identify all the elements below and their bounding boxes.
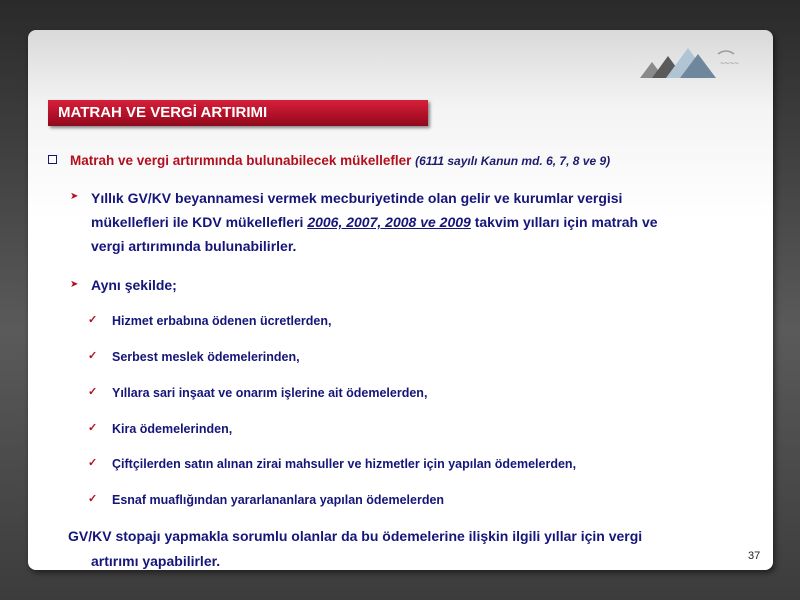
sub-bullet-line1: Yıllık GV/KV beyannamesi vermek mecburiyetinde olan gelir ve kurumlar vergisi <box>91 190 623 206</box>
check-bullet-icon: ✓ <box>88 422 98 434</box>
main-bullet-text: Matrah ve vergi artırımında bulunabilecek mükellefler <box>70 153 412 168</box>
arrow-bullet-icon: ➤ <box>70 279 79 290</box>
check-bullet-icon: ✓ <box>88 386 98 398</box>
check-item: Serbest meslek ödemelerinden, <box>112 350 300 364</box>
footer-line1: GV/KV stopajı yapmakla sorumlu olanlar da bu ödemelerine ilişkin ilgili yıllar için vergi <box>68 528 643 544</box>
sub-bullet-2: Aynı şekilde; <box>91 277 177 293</box>
check-item: Hizmet erbabına ödenen ücretlerden, <box>112 314 332 328</box>
slide-title: MATRAH VE VERGİ ARTIRIMI <box>48 100 428 126</box>
sub-bullet-line2 <box>91 210 658 234</box>
check-bullet-icon: ✓ <box>88 314 98 326</box>
slide <box>28 30 773 570</box>
law-reference: (6111 sayılı Kanun md. 6, 7, 8 ve 9) <box>415 154 611 168</box>
sub-bullet-line2-post: takvim yılları için matrah ve <box>474 214 658 230</box>
main-bullet <box>70 153 610 168</box>
years-text: 2006, 2007, 2008 ve 2009 <box>307 214 471 230</box>
page-number: 37 <box>748 550 761 562</box>
check-bullet-icon: ✓ <box>88 457 98 469</box>
sub-bullet-line2-pre: mükellefleri ile KDV mükellefleri <box>91 214 304 230</box>
check-bullet-icon: ✓ <box>88 350 98 362</box>
check-item: Kira ödemelerinden, <box>112 422 233 436</box>
company-logo <box>640 40 770 85</box>
check-item: Yıllara sari inşaat ve onarım işlerine ait ödemelerden, <box>112 386 428 400</box>
svg-text:~~~~: ~~~~ <box>720 59 739 68</box>
check-item: Çiftçilerden satın alınan zirai mahsuller ve hizmetler için yapılan ödemelerden, <box>112 457 577 471</box>
sub-bullet-line3: vergi artırımında bulunabilirler. <box>91 238 297 254</box>
check-item: Esnaf muaflığından yararlananlara yapılan ödemelerden <box>112 493 445 507</box>
arrow-bullet-icon: ➤ <box>70 191 79 202</box>
square-bullet-icon <box>48 155 57 164</box>
footer-line2: artırımı yapabilirler. <box>91 553 221 569</box>
check-bullet-icon: ✓ <box>88 493 98 505</box>
